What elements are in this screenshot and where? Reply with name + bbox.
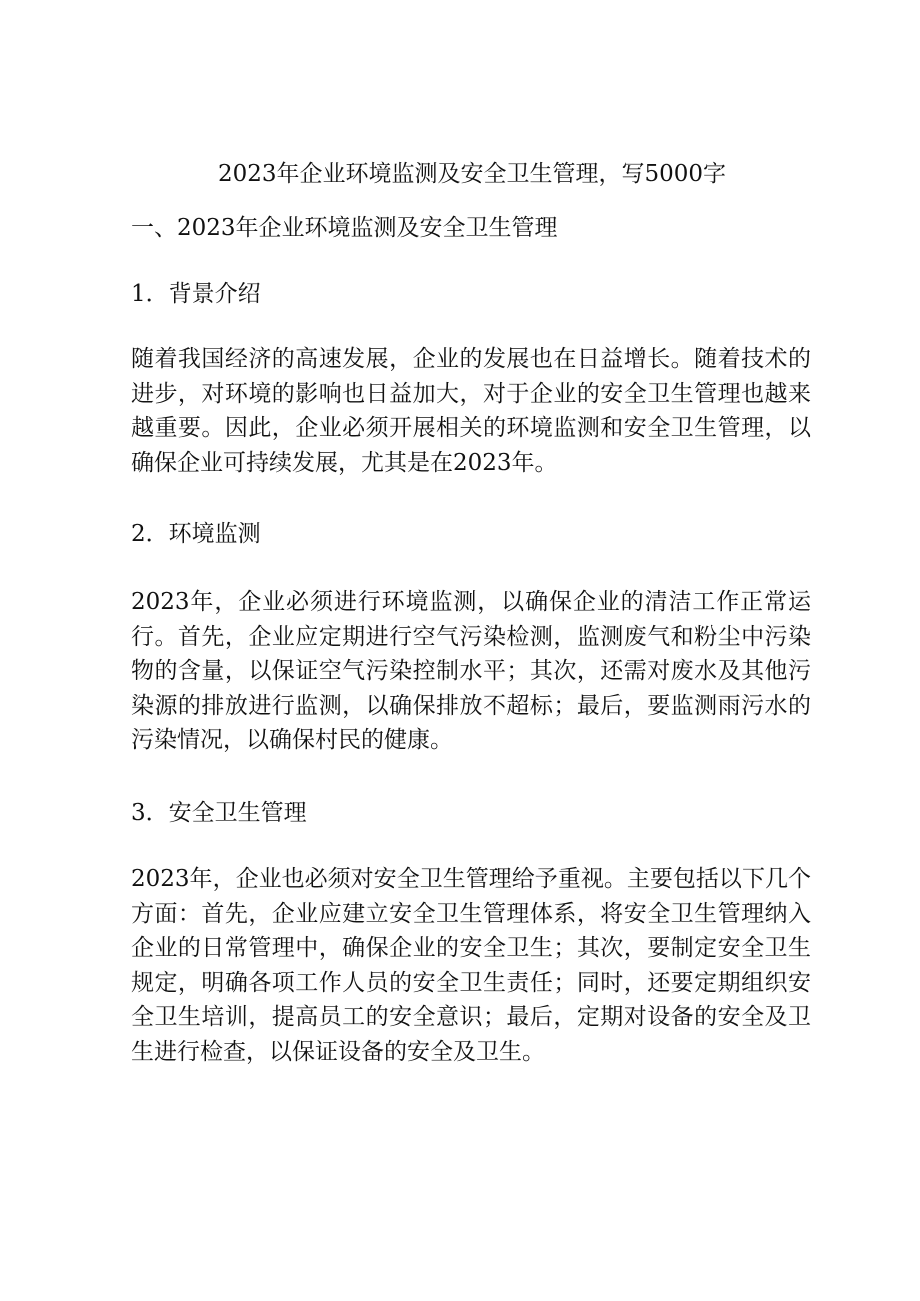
paragraph-environment-monitoring: 2023年，企业必须进行环境监测，以确保企业的清洁工作正常运行。首先，企业应定期进行空气污染检测，监测废气和粉尘中污染物的含量，以保证空气污染控制水平；其次，还需对废水及其他污染源的排放进行监测，以确保排放不超标；最后，要监测雨污水的污染情况，以确保村民的健康。	[131, 589, 811, 753]
document-title: 2023年企业环境监测及安全卫生管理，写5000字	[217, 161, 727, 187]
paragraph-background: 随着我国经济的高速发展，企业的发展也在日益增长。随着技术的进步，对环境的影响也日益加大，对于企业的安全卫生管理也越来越重要。因此，企业必须开展相关的环境监测和安全卫生管理，以确保企业可持续发展，尤其是在2023年。	[131, 346, 811, 476]
subsection-heading-environment-monitoring: 2．环境监测	[131, 521, 261, 547]
subsection-heading-safety-management: 3．安全卫生管理	[131, 800, 307, 826]
subsection-heading-background: 1．背景介绍	[131, 281, 261, 307]
paragraph-safety-management: 2023年，企业也必须对安全卫生管理给予重视。主要包括以下几个方面：首先，企业应建立安全卫生管理体系，将安全卫生管理纳入企业的日常管理中，确保企业的安全卫生；其次，要制定安全卫生规定，明确各项工作人员的安全卫生责任；同时，还要定期组织安全卫生培训，提高员工的安全意识；最后，定期对设备的安全及卫生进行检查，以保证设备的安全及卫生。	[131, 866, 811, 1065]
section-heading: 一、2023年企业环境监测及安全卫生管理	[131, 215, 558, 241]
